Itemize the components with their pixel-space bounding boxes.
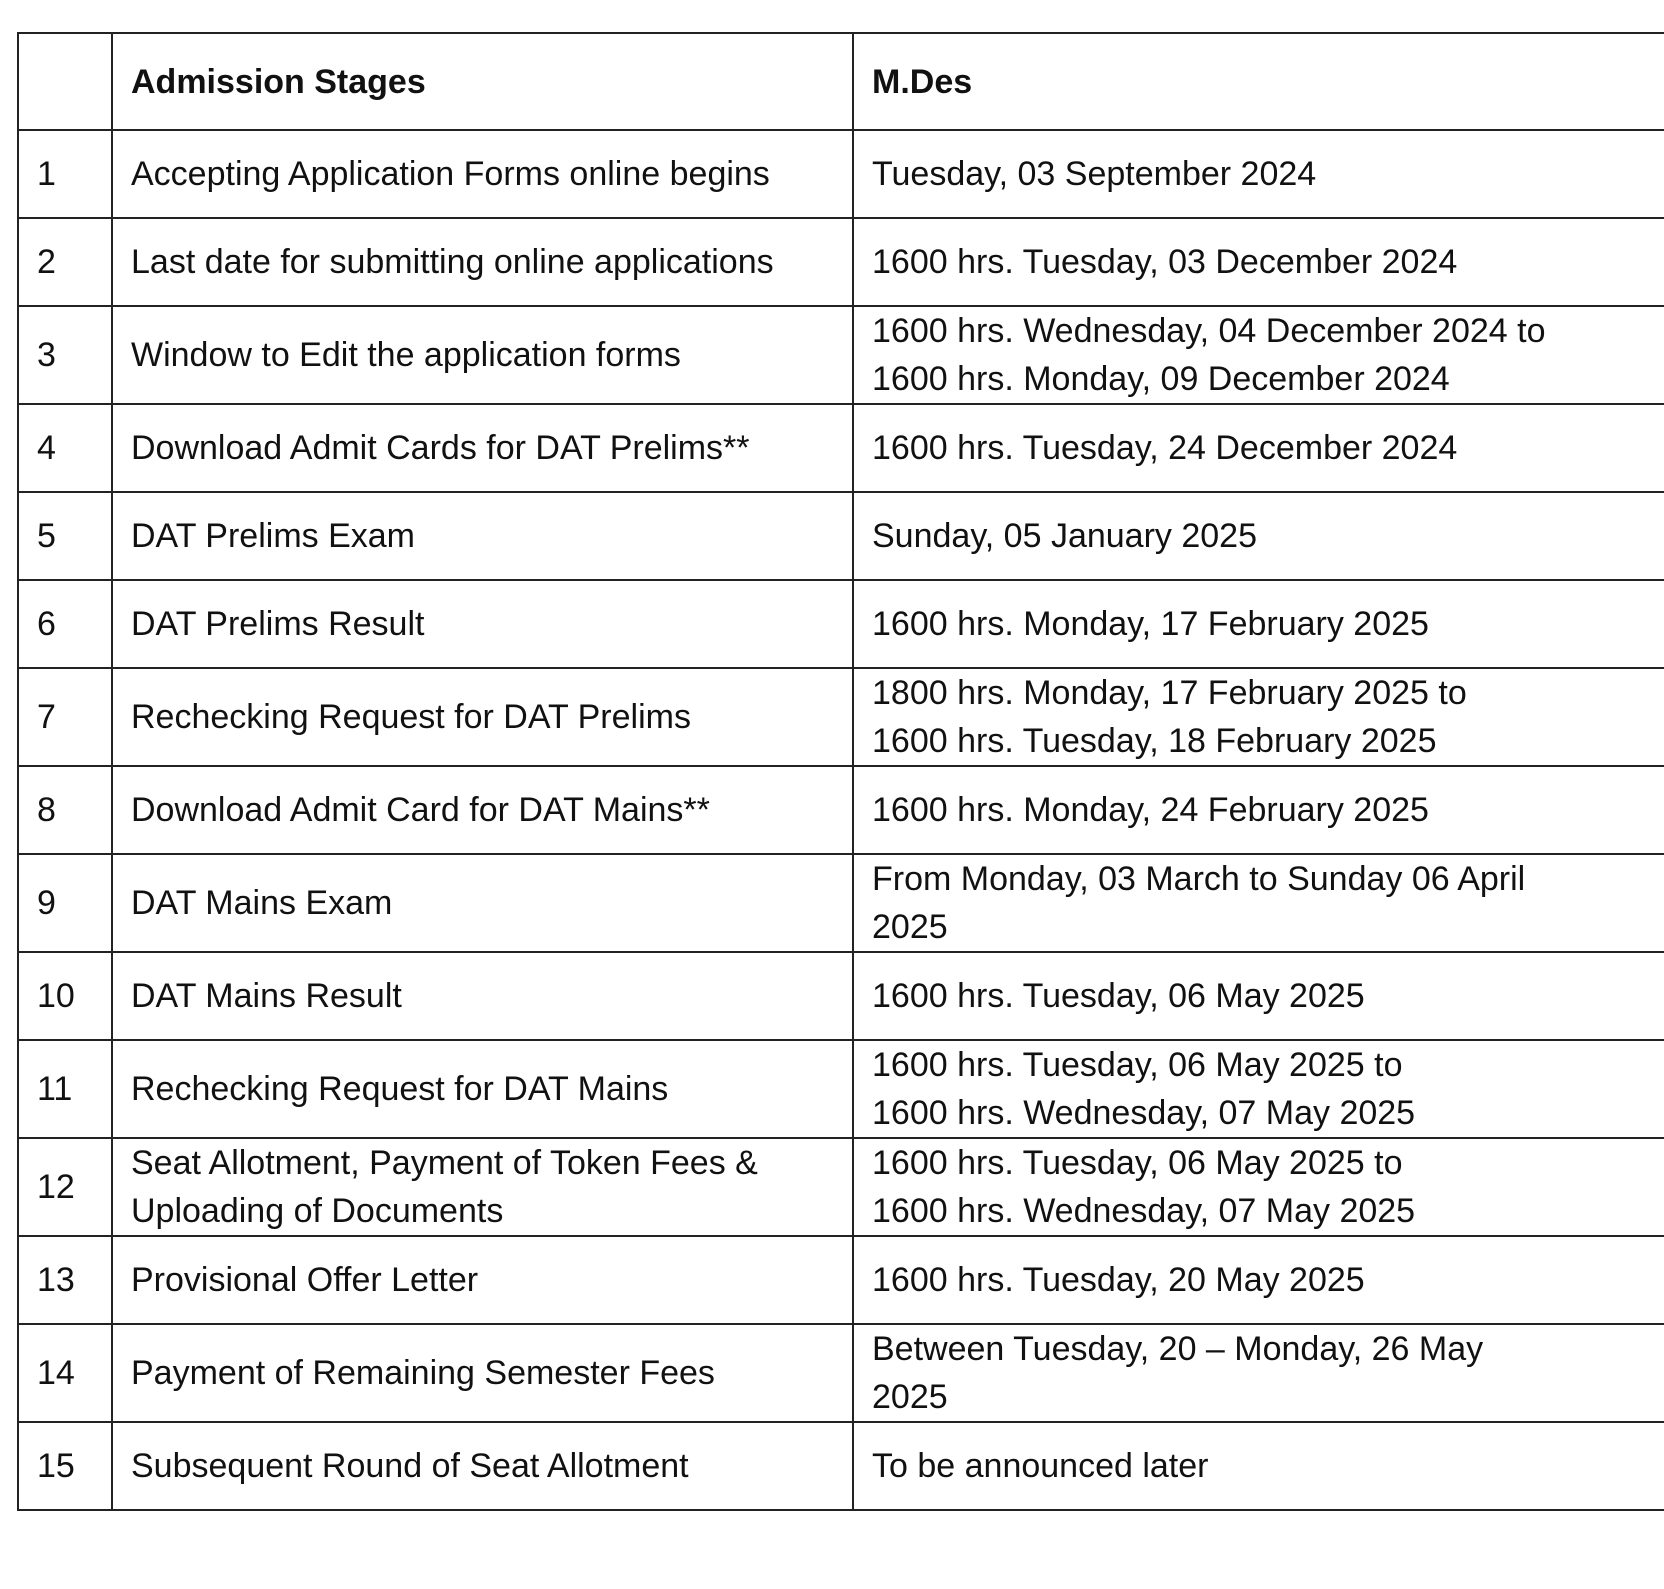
row-number: 9	[18, 854, 112, 952]
table-row	[18, 766, 1664, 854]
table-row	[18, 130, 1664, 218]
row-number: 4	[18, 404, 112, 492]
admission-stage-text: Seat Allotment, Payment of Token Fees &	[131, 1144, 758, 1182]
mdes-date-text: 1600 hrs. Monday, 17 February 2025	[872, 605, 1429, 643]
row-number: 2	[18, 218, 112, 306]
mdes-date-text: 1600 hrs. Monday, 09 December 2024	[872, 360, 1450, 398]
row-number: 7	[18, 668, 112, 766]
admission-stage-cell	[112, 668, 853, 766]
mdes-date-cell	[853, 1422, 1664, 1510]
admission-stage-text: DAT Prelims Exam	[131, 517, 416, 555]
table-row	[18, 854, 1664, 952]
mdes-date-cell	[853, 306, 1664, 404]
mdes-date-text: 1600 hrs. Tuesday, 03 December 2024	[872, 243, 1458, 281]
mdes-date-cell	[853, 766, 1664, 854]
table-row	[18, 492, 1664, 580]
mdes-date-cell	[853, 1324, 1664, 1422]
row-number: 15	[18, 1422, 112, 1510]
mdes-date-cell	[853, 404, 1664, 492]
mdes-date-cell	[853, 1236, 1664, 1324]
mdes-date-cell	[853, 130, 1664, 218]
table-row	[18, 1324, 1664, 1422]
table-row	[18, 1138, 1664, 1236]
row-number: 11	[18, 1040, 112, 1138]
mdes-date-text: 1600 hrs. Wednesday, 07 May 2025	[872, 1192, 1416, 1230]
admission-stage-text: DAT Mains Result	[131, 977, 402, 1015]
mdes-date-text: 1600 hrs. Tuesday, 20 May 2025	[872, 1261, 1365, 1299]
admission-stage-cell	[112, 130, 853, 218]
admission-stage-text: Payment of Remaining Semester Fees	[131, 1354, 715, 1392]
admission-stage-text: DAT Mains Exam	[131, 884, 393, 922]
admission-stage-cell	[112, 1138, 853, 1236]
admission-stage-text: DAT Prelims Result	[131, 605, 425, 643]
mdes-date-text: 2025	[872, 908, 948, 946]
mdes-date-text: 1600 hrs. Tuesday, 06 May 2025 to	[872, 1144, 1403, 1182]
mdes-date-cell	[853, 580, 1664, 668]
mdes-date-text: Tuesday, 03 September 2024	[872, 155, 1317, 193]
table-row	[18, 1422, 1664, 1510]
mdes-date-cell	[853, 218, 1664, 306]
table-header-row	[18, 33, 1664, 130]
row-number: 1	[18, 130, 112, 218]
admission-stage-cell	[112, 1236, 853, 1324]
mdes-date-cell	[853, 854, 1664, 952]
table-row	[18, 306, 1664, 404]
mdes-date-cell	[853, 952, 1664, 1040]
mdes-date-cell	[853, 492, 1664, 580]
mdes-date-text: From Monday, 03 March to Sunday 06 April	[872, 860, 1526, 898]
row-number: 13	[18, 1236, 112, 1324]
admission-stage-cell	[112, 218, 853, 306]
admission-stage-cell	[112, 306, 853, 404]
row-number: 6	[18, 580, 112, 668]
admission-stage-cell	[112, 952, 853, 1040]
admission-stage-cell	[112, 1422, 853, 1510]
mdes-date-cell	[853, 1040, 1664, 1138]
row-number: 5	[18, 492, 112, 580]
admission-stage-cell	[112, 404, 853, 492]
mdes-date-text: 1600 hrs. Tuesday, 06 May 2025 to	[872, 1046, 1403, 1084]
admission-stage-text: Rechecking Request for DAT Prelims	[131, 698, 691, 736]
header-admission-stages: Admission Stages	[112, 33, 853, 130]
admission-stage-cell	[112, 854, 853, 952]
mdes-date-text: 1600 hrs. Tuesday, 06 May 2025	[872, 977, 1365, 1015]
mdes-date-text: 2025	[872, 1378, 948, 1416]
admission-stage-cell	[112, 580, 853, 668]
mdes-date-text: 1600 hrs. Tuesday, 24 December 2024	[872, 429, 1458, 467]
mdes-date-text: 1800 hrs. Monday, 17 February 2025 to	[872, 674, 1467, 712]
table-row	[18, 218, 1664, 306]
admission-stage-cell	[112, 1040, 853, 1138]
table-row	[18, 668, 1664, 766]
admission-stage-cell	[112, 766, 853, 854]
mdes-date-text: 1600 hrs. Tuesday, 18 February 2025	[872, 722, 1437, 760]
mdes-date-text: To be announced later	[872, 1447, 1209, 1485]
mdes-date-text: Between Tuesday, 20 – Monday, 26 May	[872, 1330, 1484, 1368]
admission-stage-text: Last date for submitting online applications	[131, 243, 774, 281]
header-number	[18, 33, 112, 130]
mdes-date-text: 1600 hrs. Monday, 24 February 2025	[872, 791, 1429, 829]
mdes-date-text: 1600 hrs. Wednesday, 04 December 2024 to	[872, 312, 1546, 350]
admission-stage-text: Subsequent Round of Seat Allotment	[131, 1447, 689, 1485]
table-row	[18, 1236, 1664, 1324]
header-mdes: M.Des	[853, 33, 1664, 130]
table-row	[18, 580, 1664, 668]
admission-stage-text: Uploading of Documents	[131, 1192, 504, 1230]
admission-stage-text: Download Admit Cards for DAT Prelims**	[131, 429, 750, 467]
row-number: 8	[18, 766, 112, 854]
row-number: 3	[18, 306, 112, 404]
admission-stage-text: Provisional Offer Letter	[131, 1261, 479, 1299]
mdes-date-text: Sunday, 05 January 2025	[872, 517, 1257, 555]
admission-stage-text: Window to Edit the application forms	[131, 336, 681, 374]
table-row	[18, 1040, 1664, 1138]
row-number: 14	[18, 1324, 112, 1422]
table-body	[18, 130, 1664, 1510]
mdes-date-cell	[853, 1138, 1664, 1236]
admission-stage-cell	[112, 1324, 853, 1422]
admission-schedule-table	[17, 32, 1664, 1511]
table-row	[18, 404, 1664, 492]
admission-stage-text: Rechecking Request for DAT Mains	[131, 1070, 669, 1108]
mdes-date-text: 1600 hrs. Wednesday, 07 May 2025	[872, 1094, 1416, 1132]
mdes-date-cell	[853, 668, 1664, 766]
row-number: 10	[18, 952, 112, 1040]
table-row	[18, 952, 1664, 1040]
row-number: 12	[18, 1138, 112, 1236]
admission-stage-text: Accepting Application Forms online begins	[131, 155, 770, 193]
admission-stage-text: Download Admit Card for DAT Mains**	[131, 791, 710, 829]
admission-stage-cell	[112, 492, 853, 580]
